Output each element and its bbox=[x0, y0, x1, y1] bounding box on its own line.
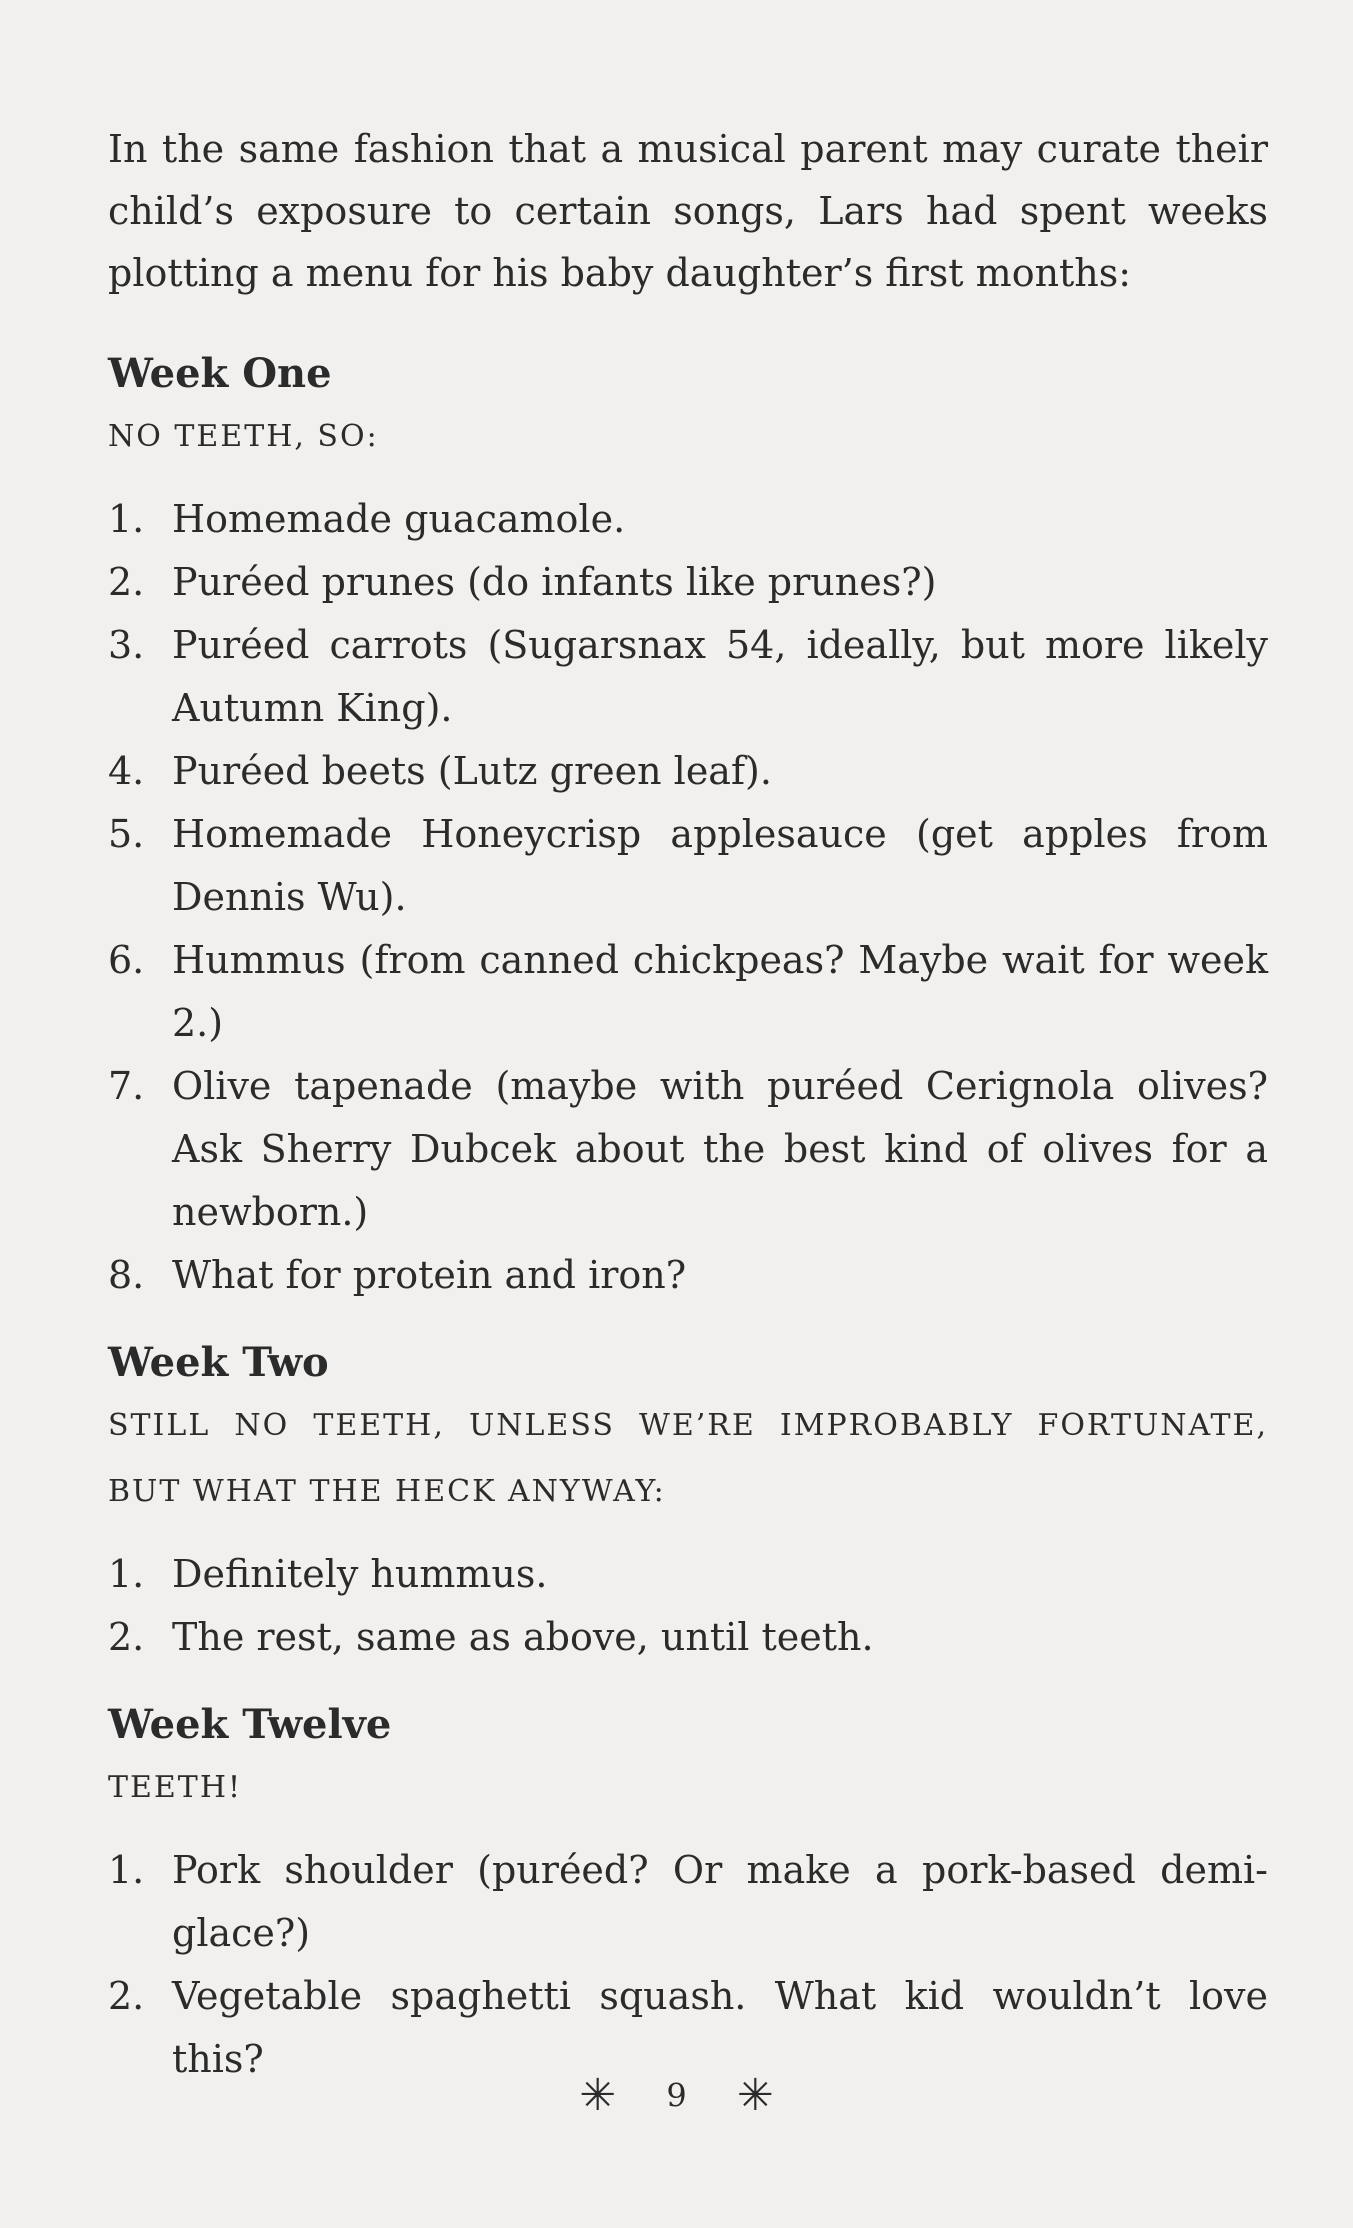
list-text: The rest, same as above, until teeth. bbox=[172, 1615, 874, 1659]
list-number: 2. bbox=[108, 1615, 145, 1659]
week-twelve-list bbox=[108, 1839, 1268, 2091]
list-item bbox=[108, 1606, 1268, 1669]
page-footer bbox=[0, 2070, 1353, 2121]
week-one-subheading: NO TEETH, SO: bbox=[108, 419, 379, 454]
week-twelve-heading: Week Twelve bbox=[108, 1701, 392, 1748]
page-content bbox=[108, 118, 1268, 2117]
list-number: 2. bbox=[108, 1974, 145, 2018]
list-item bbox=[108, 1839, 1268, 1965]
week-one-section bbox=[108, 344, 1268, 1307]
list-number: 7. bbox=[108, 1064, 145, 1108]
list-number: 5. bbox=[108, 812, 145, 856]
list-text: Puréed carrots (Sugarsnax 54, ideally, but more likely Autumn King). bbox=[172, 623, 1268, 730]
star-icon: ✳ bbox=[736, 2070, 774, 2121]
week-one-heading: Week One bbox=[108, 350, 332, 397]
list-item bbox=[108, 803, 1268, 929]
page-number: 9 bbox=[666, 2076, 687, 2115]
week-twelve-subheading: TEETH! bbox=[108, 1770, 243, 1805]
list-item bbox=[108, 1244, 1268, 1307]
week-twelve-section bbox=[108, 1695, 1268, 2091]
list-item bbox=[108, 740, 1268, 803]
list-item bbox=[108, 1543, 1268, 1606]
list-number: 8. bbox=[108, 1253, 145, 1297]
list-item bbox=[108, 551, 1268, 614]
list-text: Vegetable spaghetti squash. What kid wouldn’t love this? bbox=[172, 1974, 1268, 2081]
list-number: 6. bbox=[108, 938, 145, 982]
list-text: Definitely hummus. bbox=[172, 1552, 548, 1596]
list-number: 1. bbox=[108, 1552, 145, 1596]
week-two-list bbox=[108, 1543, 1268, 1669]
list-number: 1. bbox=[108, 1848, 145, 1892]
list-item bbox=[108, 614, 1268, 740]
intro-paragraph: In the same fashion that a musical parent may curate their child’s exposure to certain songs, Lars had spent weeks plotting a menu for his baby daughter’s first months: bbox=[108, 127, 1268, 295]
week-two-heading: Week Two bbox=[108, 1339, 329, 1386]
list-text: Hummus (from canned chickpeas? Maybe wait for week 2.) bbox=[172, 938, 1268, 1045]
list-text: Homemade Honeycrisp applesauce (get apples from Dennis Wu). bbox=[172, 812, 1268, 919]
star-icon: ✳ bbox=[579, 2070, 617, 2121]
list-text: Pork shoulder (puréed? Or make a pork-based demi-glace?) bbox=[172, 1848, 1268, 1955]
list-text: Homemade guacamole. bbox=[172, 497, 626, 541]
list-number: 3. bbox=[108, 623, 145, 667]
list-text: What for protein and iron? bbox=[172, 1253, 687, 1297]
list-item bbox=[108, 488, 1268, 551]
list-item bbox=[108, 929, 1268, 1055]
list-item bbox=[108, 1055, 1268, 1244]
list-text: Olive tapenade (maybe with puréed Cerignola olives? Ask Sherry Dubcek about the best kind of olives for a newborn.) bbox=[172, 1064, 1268, 1234]
list-number: 1. bbox=[108, 497, 145, 541]
list-number: 4. bbox=[108, 749, 145, 793]
list-number: 2. bbox=[108, 560, 145, 604]
list-text: Puréed prunes (do infants like prunes?) bbox=[172, 560, 937, 604]
week-two-section bbox=[108, 1333, 1268, 1669]
list-text: Puréed beets (Lutz green leaf). bbox=[172, 749, 772, 793]
week-two-subheading: STILL NO TEETH, UNLESS WE’RE IMPROBABLY FORTUNATE, BUT WHAT THE HECK ANYWAY: bbox=[108, 1408, 1268, 1509]
week-one-list bbox=[108, 488, 1268, 1307]
